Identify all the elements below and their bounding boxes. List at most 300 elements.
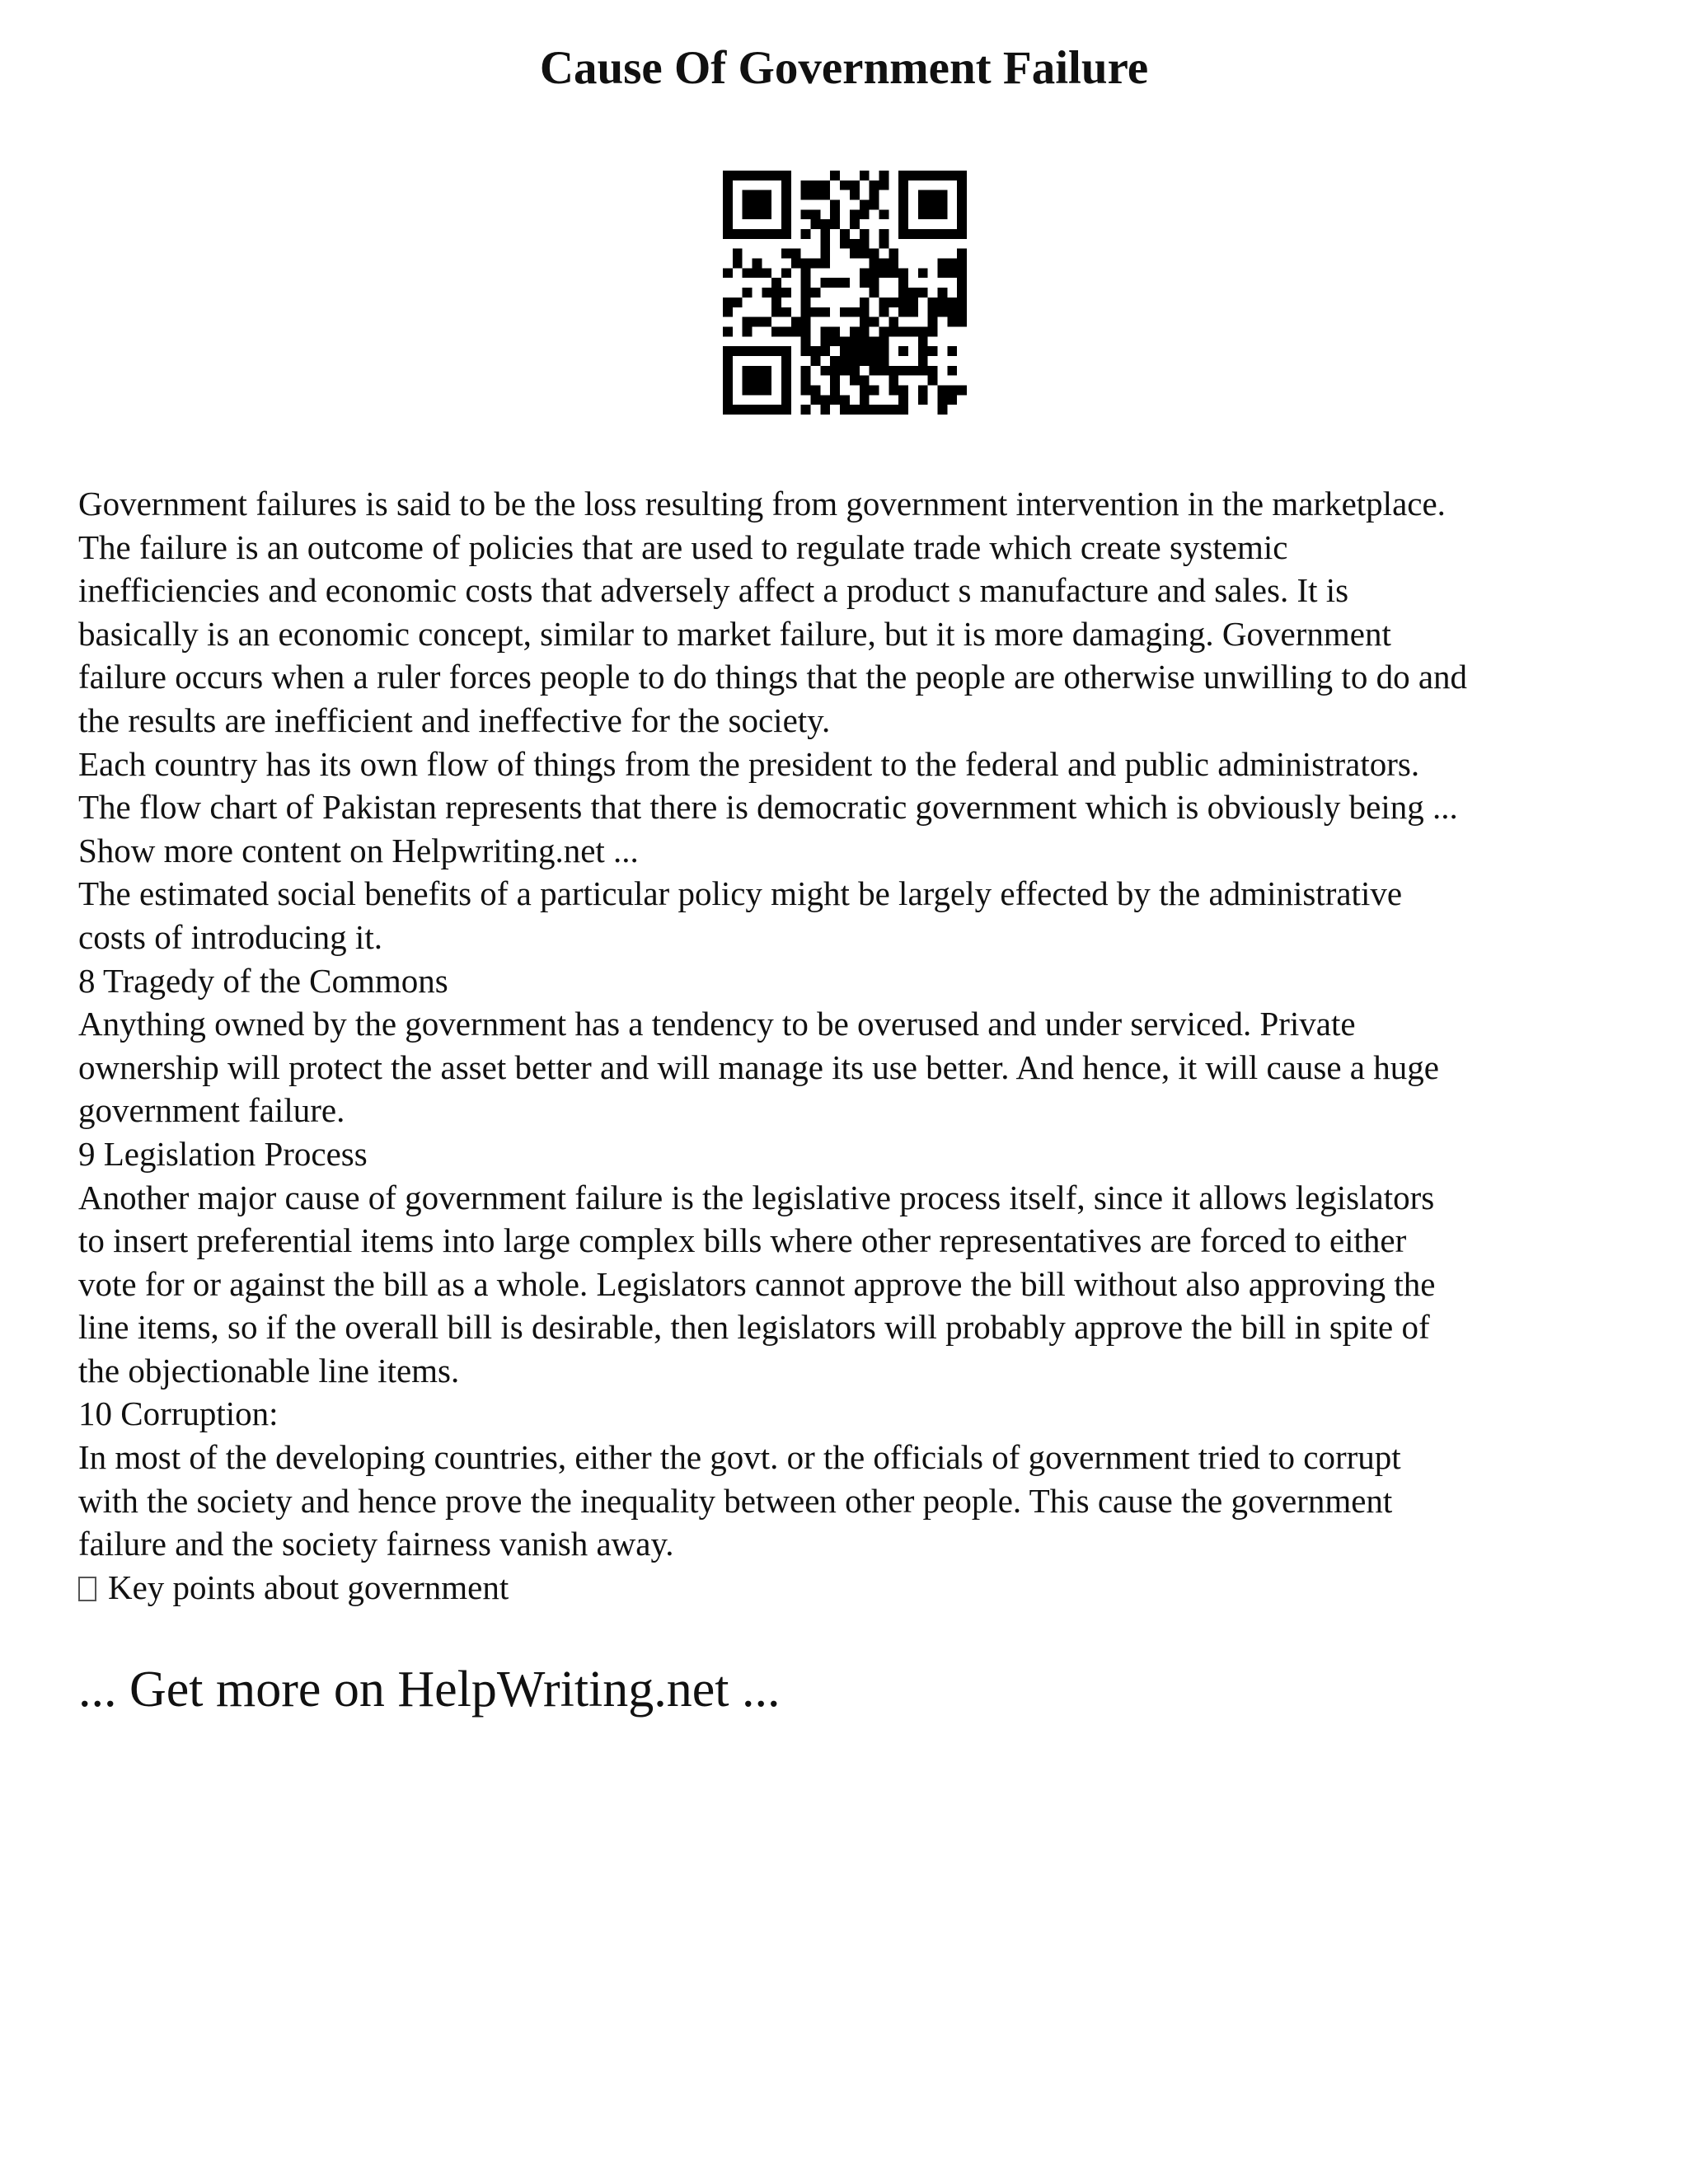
qr-module <box>947 298 957 307</box>
qr-module <box>870 356 879 366</box>
qr-module <box>889 317 898 327</box>
qr-module <box>928 346 938 356</box>
qr-module <box>937 229 947 239</box>
qr-module <box>908 307 918 317</box>
qr-module <box>762 190 771 200</box>
qr-module <box>753 190 762 200</box>
qr-module <box>850 376 860 386</box>
qr-module <box>870 317 879 327</box>
qr-module <box>801 209 811 219</box>
qr-module <box>928 326 938 336</box>
qr-module <box>762 376 771 386</box>
qr-module <box>820 190 830 200</box>
qr-module <box>850 326 860 336</box>
qr-module <box>947 346 957 356</box>
qr-module <box>850 180 860 190</box>
qr-module <box>879 239 889 249</box>
qr-module <box>801 190 811 200</box>
qr-module <box>781 229 791 239</box>
qr-module <box>870 180 879 190</box>
qr-module <box>898 307 908 317</box>
qr-module <box>811 356 821 366</box>
qr-module <box>947 171 957 180</box>
qr-module <box>820 229 830 239</box>
qr-module <box>957 180 967 190</box>
get-more-link[interactable]: ... Get more on HelpWriting.net ... <box>78 1661 781 1718</box>
qr-module <box>801 346 811 356</box>
qr-module <box>723 190 733 200</box>
qr-module <box>918 346 928 356</box>
qr-module <box>918 385 928 395</box>
qr-module <box>811 259 821 269</box>
qr-module <box>771 307 781 317</box>
qr-module <box>762 366 771 376</box>
qr-module <box>743 209 753 219</box>
qr-module <box>840 346 850 356</box>
article-body <box>78 482 1628 1609</box>
qr-module <box>733 249 743 259</box>
qr-module <box>801 307 811 317</box>
qr-module <box>723 326 733 336</box>
qr-module <box>753 385 762 395</box>
qr-module <box>743 229 753 239</box>
qr-module <box>753 209 762 219</box>
qr-module <box>947 268 957 278</box>
qr-module <box>908 326 918 336</box>
qr-module <box>937 405 947 415</box>
qr-module <box>937 171 947 180</box>
qr-module <box>801 259 811 269</box>
qr-module <box>947 259 957 269</box>
qr-module <box>898 219 908 229</box>
qr-module <box>937 209 947 219</box>
qr-module <box>762 405 771 415</box>
qr-module <box>771 278 781 288</box>
qr-module <box>947 385 957 395</box>
qr-module <box>908 288 918 298</box>
qr-module <box>860 405 870 415</box>
qr-module <box>879 180 889 190</box>
qr-module <box>840 180 850 190</box>
show-more-link[interactable]: Show more content on Helpwriting.net ... <box>78 831 639 869</box>
qr-module <box>840 307 850 317</box>
qr-module <box>840 278 850 288</box>
qr-module <box>840 395 850 405</box>
qr-module <box>840 366 850 376</box>
qr-module <box>860 356 870 366</box>
qr-module <box>723 209 733 219</box>
qr-module <box>820 259 830 269</box>
qr-module <box>937 268 947 278</box>
qr-module <box>860 326 870 336</box>
qr-module <box>889 366 898 376</box>
qr-module <box>781 356 791 366</box>
text-line: line items, so if the overall bill is desirable, then legislators will probably approve the bill in spite of <box>78 1308 1430 1347</box>
qr-module <box>889 405 898 415</box>
qr-module <box>860 229 870 239</box>
qr-module <box>762 346 771 356</box>
qr-module <box>743 268 753 278</box>
qr-module <box>753 259 762 269</box>
qr-module <box>762 209 771 219</box>
qr-module <box>781 366 791 376</box>
qr-module <box>830 200 840 210</box>
qr-module <box>820 395 830 405</box>
text-line: ownership will protect the asset better and will manage its use better. And hence, it will cause a huge <box>78 1047 1439 1086</box>
text-line: with the society and hence prove the inequality between other people. This cause the government <box>78 1481 1393 1520</box>
qr-module <box>879 346 889 356</box>
qr-module <box>801 376 811 386</box>
qr-module <box>879 366 889 376</box>
qr-module <box>743 385 753 395</box>
qr-module <box>937 395 947 405</box>
qr-module <box>937 259 947 269</box>
qr-module <box>860 336 870 346</box>
qr-module <box>898 171 908 180</box>
qr-module <box>850 209 860 219</box>
text-line: vote for or against the bill as a whole. Legislators cannot approve the bill without also approving the <box>78 1264 1436 1303</box>
qr-module <box>898 200 908 210</box>
text-line: The estimated social benefits of a particular policy might be largely effected by the administrative <box>78 874 1403 913</box>
qr-module <box>928 190 938 200</box>
qr-module <box>879 405 889 415</box>
qr-module <box>743 366 753 376</box>
text-line: The flow chart of Pakistan represents that there is democratic government which is obviously being ... <box>78 788 1458 827</box>
text-line: Anything owned by the government has a tendency to be overused and under serviced. Private <box>78 1005 1356 1043</box>
qr-module <box>898 209 908 219</box>
qr-module <box>820 180 830 190</box>
qr-module <box>850 336 860 346</box>
qr-module <box>743 317 753 327</box>
qr-module <box>947 317 957 327</box>
qr-module <box>870 259 879 269</box>
qr-module <box>820 249 830 259</box>
text-line: costs of introducing it. <box>78 917 382 956</box>
qr-module <box>898 326 908 336</box>
qr-module <box>801 366 811 376</box>
qr-module <box>830 385 840 395</box>
qr-module <box>879 171 889 180</box>
qr-module <box>908 366 918 376</box>
qr-module <box>723 366 733 376</box>
qr-module <box>889 326 898 336</box>
qr-module <box>811 288 821 298</box>
qr-module <box>937 385 947 395</box>
qr-module <box>753 317 762 327</box>
qr-module <box>733 405 743 415</box>
qr-module <box>957 200 967 210</box>
qr-module <box>743 346 753 356</box>
qr-module <box>801 298 811 307</box>
qr-module <box>771 326 781 336</box>
qr-module <box>781 307 791 317</box>
qr-module <box>879 229 889 239</box>
qr-module <box>781 219 791 229</box>
qr-module <box>840 239 850 249</box>
qr-module <box>781 288 791 298</box>
qr-module <box>762 317 771 327</box>
qr-module <box>733 171 743 180</box>
qr-module <box>781 190 791 200</box>
qr-module <box>889 385 898 395</box>
qr-module <box>762 200 771 210</box>
page-title: Cause Of Government Failure <box>539 42 1149 94</box>
qr-module <box>723 385 733 395</box>
qr-module <box>957 288 967 298</box>
qr-module <box>781 385 791 395</box>
text-line: In most of the developing countries, either the govt. or the officials of government tried to corrupt <box>78 1438 1401 1477</box>
qr-module <box>957 268 967 278</box>
text-line: failure and the society fairness vanish away. <box>78 1525 674 1563</box>
qr-module <box>928 366 938 376</box>
qr-module <box>723 180 733 190</box>
qr-module <box>870 346 879 356</box>
qr-module <box>840 229 850 239</box>
qr-module <box>860 239 870 249</box>
qr-module <box>753 405 762 415</box>
qr-module <box>860 385 870 395</box>
qr-module <box>898 395 908 405</box>
qr-module <box>850 346 860 356</box>
qr-module <box>879 356 889 366</box>
qr-module <box>820 346 830 356</box>
qr-module <box>781 171 791 180</box>
qr-module <box>771 298 781 307</box>
qr-module <box>850 239 860 249</box>
qr-module <box>898 278 908 288</box>
qr-module <box>937 190 947 200</box>
key-points-line <box>78 1566 1628 1610</box>
qr-module <box>957 307 967 317</box>
qr-module <box>957 209 967 219</box>
qr-module <box>879 298 889 307</box>
text-line: failure occurs when a ruler forces people to do things that the people are otherwise unwilling to do and <box>78 658 1468 696</box>
qr-module <box>850 190 860 200</box>
qr-module <box>753 171 762 180</box>
qr-module <box>898 190 908 200</box>
qr-module <box>937 288 947 298</box>
qr-module <box>898 268 908 278</box>
qr-module <box>918 326 928 336</box>
qr-module <box>908 171 918 180</box>
qr-module <box>918 336 928 346</box>
qr-module <box>801 336 811 346</box>
qr-module <box>830 356 840 366</box>
qr-module <box>889 259 898 269</box>
qr-module <box>860 249 870 259</box>
qr-module <box>947 307 957 317</box>
qr-module <box>811 190 821 200</box>
qr-module <box>801 385 811 395</box>
qr-module <box>860 395 870 405</box>
qr-module <box>898 180 908 190</box>
qr-module <box>830 171 840 180</box>
qr-module <box>723 298 733 307</box>
text-line: the results are inefficient and ineffective for the society. <box>78 701 831 739</box>
qr-module <box>820 239 830 249</box>
qr-module <box>870 249 879 259</box>
qr-module <box>918 229 928 239</box>
qr-module <box>801 180 811 190</box>
qr-module <box>733 298 743 307</box>
qr-module <box>860 307 870 317</box>
qr-module <box>898 346 908 356</box>
qr-module <box>781 395 791 405</box>
qr-module <box>781 200 791 210</box>
qr-module <box>771 229 781 239</box>
qr-module <box>820 405 830 415</box>
qr-module <box>791 259 801 269</box>
qr-module <box>898 288 908 298</box>
qr-module <box>830 209 840 219</box>
qr-module <box>811 180 821 190</box>
qr-module <box>791 317 801 327</box>
qr-module <box>957 317 967 327</box>
qr-module <box>928 376 938 386</box>
qr-module <box>928 298 938 307</box>
qr-module <box>723 395 733 405</box>
qr-module <box>791 249 801 259</box>
qr-module <box>830 366 840 376</box>
qr-module <box>870 405 879 415</box>
qr-module <box>820 307 830 317</box>
qr-module <box>918 268 928 278</box>
qr-module <box>811 209 821 219</box>
qr-module <box>723 268 733 278</box>
qr-module <box>879 209 889 219</box>
qr-module <box>743 376 753 386</box>
qr-module <box>820 336 830 346</box>
qr-module <box>850 405 860 415</box>
qr-module <box>811 385 821 395</box>
qr-module <box>870 385 879 395</box>
qr-module <box>870 200 879 210</box>
qr-module <box>918 288 928 298</box>
qr-module <box>947 395 957 405</box>
qr-module <box>889 298 898 307</box>
qr-module <box>723 171 733 180</box>
qr-module <box>898 385 908 395</box>
qr-module <box>762 385 771 395</box>
qr-module <box>820 366 830 376</box>
qr-module <box>850 249 860 259</box>
qr-module <box>762 171 771 180</box>
qr-module <box>879 259 889 269</box>
qr-module <box>860 317 870 327</box>
qr-module <box>801 405 811 415</box>
qr-module <box>957 249 967 259</box>
section-heading: 9 Legislation Process <box>78 1134 368 1173</box>
qr-module <box>840 356 850 366</box>
text-line: to insert preferential items into large complex bills where other representatives are forced to either <box>78 1221 1407 1260</box>
qr-module <box>898 366 908 376</box>
qr-module <box>743 288 753 298</box>
qr-module <box>781 346 791 356</box>
qr-module <box>830 395 840 405</box>
qr-module <box>937 307 947 317</box>
qr-module <box>723 376 733 386</box>
qr-module <box>771 405 781 415</box>
qr-module <box>753 229 762 239</box>
key-points-label: Key points about government <box>108 1568 509 1606</box>
qr-module <box>860 268 870 278</box>
qr-module <box>957 171 967 180</box>
qr-module <box>928 229 938 239</box>
qr-module <box>811 307 821 317</box>
qr-module <box>898 405 908 415</box>
qr-module <box>918 356 928 366</box>
qr-module <box>889 249 898 259</box>
qr-module <box>743 326 753 336</box>
qr-module <box>918 200 928 210</box>
qr-module <box>918 171 928 180</box>
qr-module <box>918 190 928 200</box>
qr-module <box>860 171 870 180</box>
qr-module <box>830 376 840 386</box>
qr-module <box>850 219 860 229</box>
text-line: Another major cause of government failure is the legislative process itself, since it allows legislators <box>78 1178 1435 1216</box>
qr-module <box>860 278 870 288</box>
qr-module <box>801 288 811 298</box>
qr-module <box>762 229 771 239</box>
qr-module <box>781 405 791 415</box>
qr-module <box>743 190 753 200</box>
qr-module <box>928 171 938 180</box>
qr-module <box>723 200 733 210</box>
qr-module <box>957 229 967 239</box>
qr-module <box>928 317 938 327</box>
qr-module <box>870 268 879 278</box>
text-line: Each country has its own flow of things from the president to the federal and public administrators. <box>78 744 1420 783</box>
text-line: The failure is an outcome of policies that are used to regulate trade which create systemic <box>78 527 1288 566</box>
qr-module <box>957 298 967 307</box>
qr-module <box>753 346 762 356</box>
qr-module <box>898 229 908 239</box>
qr-module <box>781 249 791 259</box>
qr-module <box>771 346 781 356</box>
qr-module <box>860 200 870 210</box>
qr-module <box>870 336 879 346</box>
qr-module <box>918 395 928 405</box>
qr-module <box>781 326 791 336</box>
qr-module <box>811 219 821 229</box>
qr-module <box>947 229 957 239</box>
qr-module <box>957 190 967 200</box>
qr-module <box>840 405 850 415</box>
text-line: the objectionable line items. <box>78 1351 460 1390</box>
qr-module <box>928 200 938 210</box>
text-line: Government failures is said to be the loss resulting from government intervention in the marketplace. <box>78 485 1446 523</box>
qr-module <box>898 298 908 307</box>
qr-module <box>879 326 889 336</box>
qr-module <box>743 171 753 180</box>
qr-module <box>908 298 918 307</box>
qr-module <box>957 219 967 229</box>
qr-module <box>733 346 743 356</box>
qr-module <box>723 219 733 229</box>
qr-module <box>870 366 879 376</box>
qr-module <box>801 326 811 336</box>
qr-module <box>840 336 850 346</box>
qr-module <box>889 268 898 278</box>
qr-module <box>879 307 889 317</box>
qr-module <box>908 229 918 239</box>
qr-module <box>723 405 733 415</box>
qr-module <box>743 405 753 415</box>
qr-module <box>762 288 771 298</box>
qr-module <box>801 278 811 288</box>
qr-module <box>820 278 830 288</box>
